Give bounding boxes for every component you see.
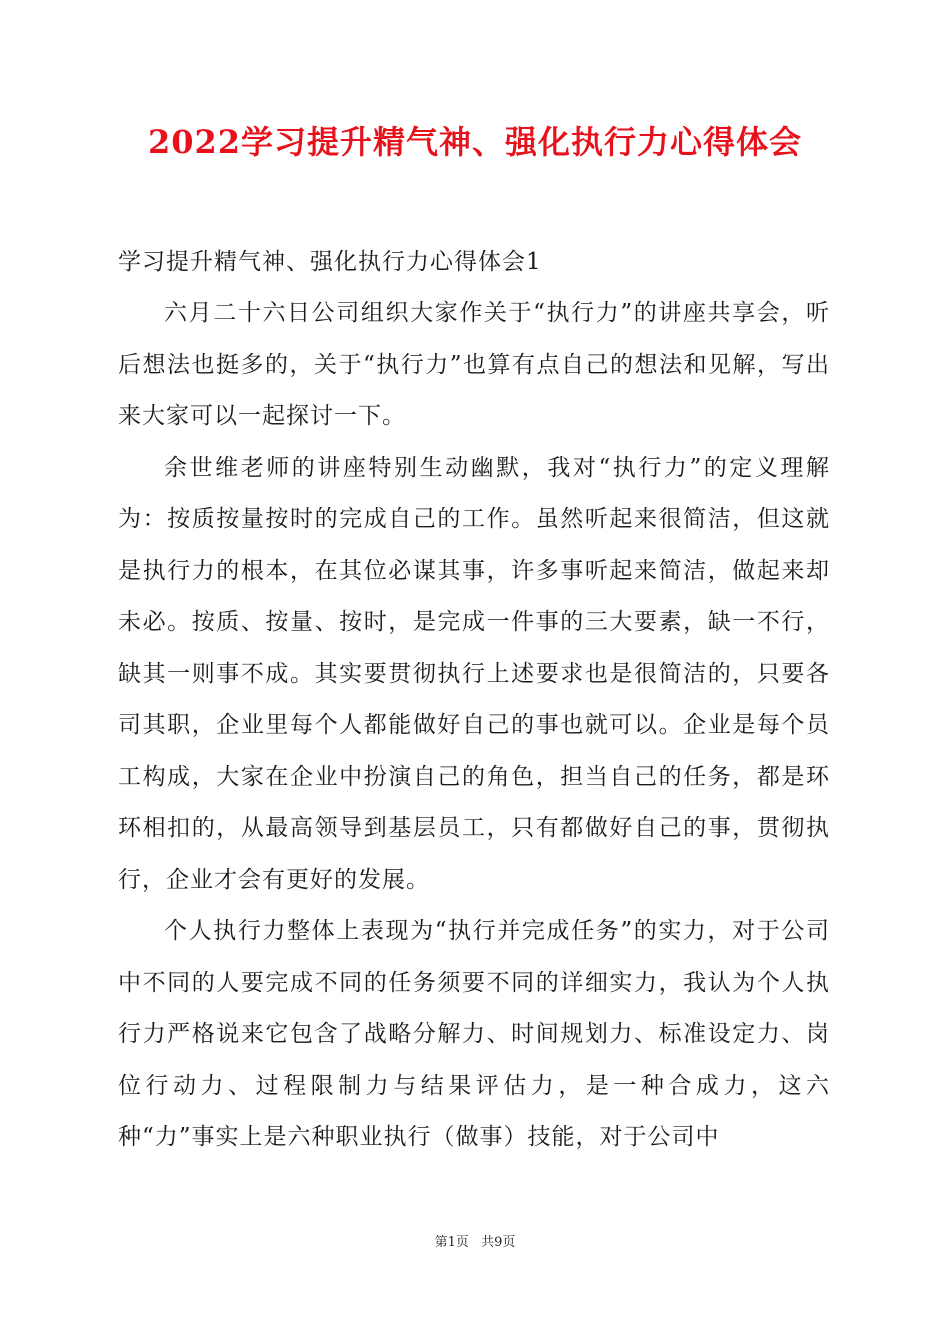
page-number-total: 共9页	[481, 1235, 516, 1250]
paragraph-1: 六月二十六日公司组织大家作关于“执行力”的讲座共享会，听后想法也挺多的，关于“执行力”也算有点自己的想法和见解，写出来大家可以一起探讨一下。	[118, 300, 830, 429]
page-number-current: 第1页	[434, 1235, 469, 1250]
section-heading: 学习提升精气神、强化执行力心得体会1	[118, 249, 542, 275]
document-title: 2022学习提升精气神、强化执行力心得体会	[147, 123, 803, 161]
page-footer	[0, 1233, 950, 1253]
paragraph-3: 个人执行力整体上表现为“执行并完成任务”的实力，对于公司中不同的人要完成不同的任务须要不同的详细实力，我认为个人执行力严格说来它包含了战略分解力、时间规划力、标准设定力、岗位行动力、过程限制力与结果评估力，是一种合成力，这六种“力”事实上是六种职业执行（做事）技能，对于公司中	[118, 918, 830, 1150]
paragraph-2: 余世维老师的讲座特别生动幽默，我对“执行力”的定义理解为：按质按量按时的完成自己的工作。虽然听起来很简洁，但这就是执行力的根本，在其位必谋其事，许多事听起来简洁，做起来却未必。按质、按量、按时，是完成一件事的三大要素，缺一不行，缺其一则事不成。其实要贯彻执行上述要求也是很简洁的，只要各司其职，企业里每个人都能做好自己的事也就可以。企业是每个员工构成，大家在企业中扮演自己的角色，担当自己的任务，都是环环相扣的，从最高领导到基层员工，只有都做好自己的事，贯彻执行，企业才会有更好的发展。	[118, 454, 830, 893]
document-body	[118, 236, 830, 1164]
